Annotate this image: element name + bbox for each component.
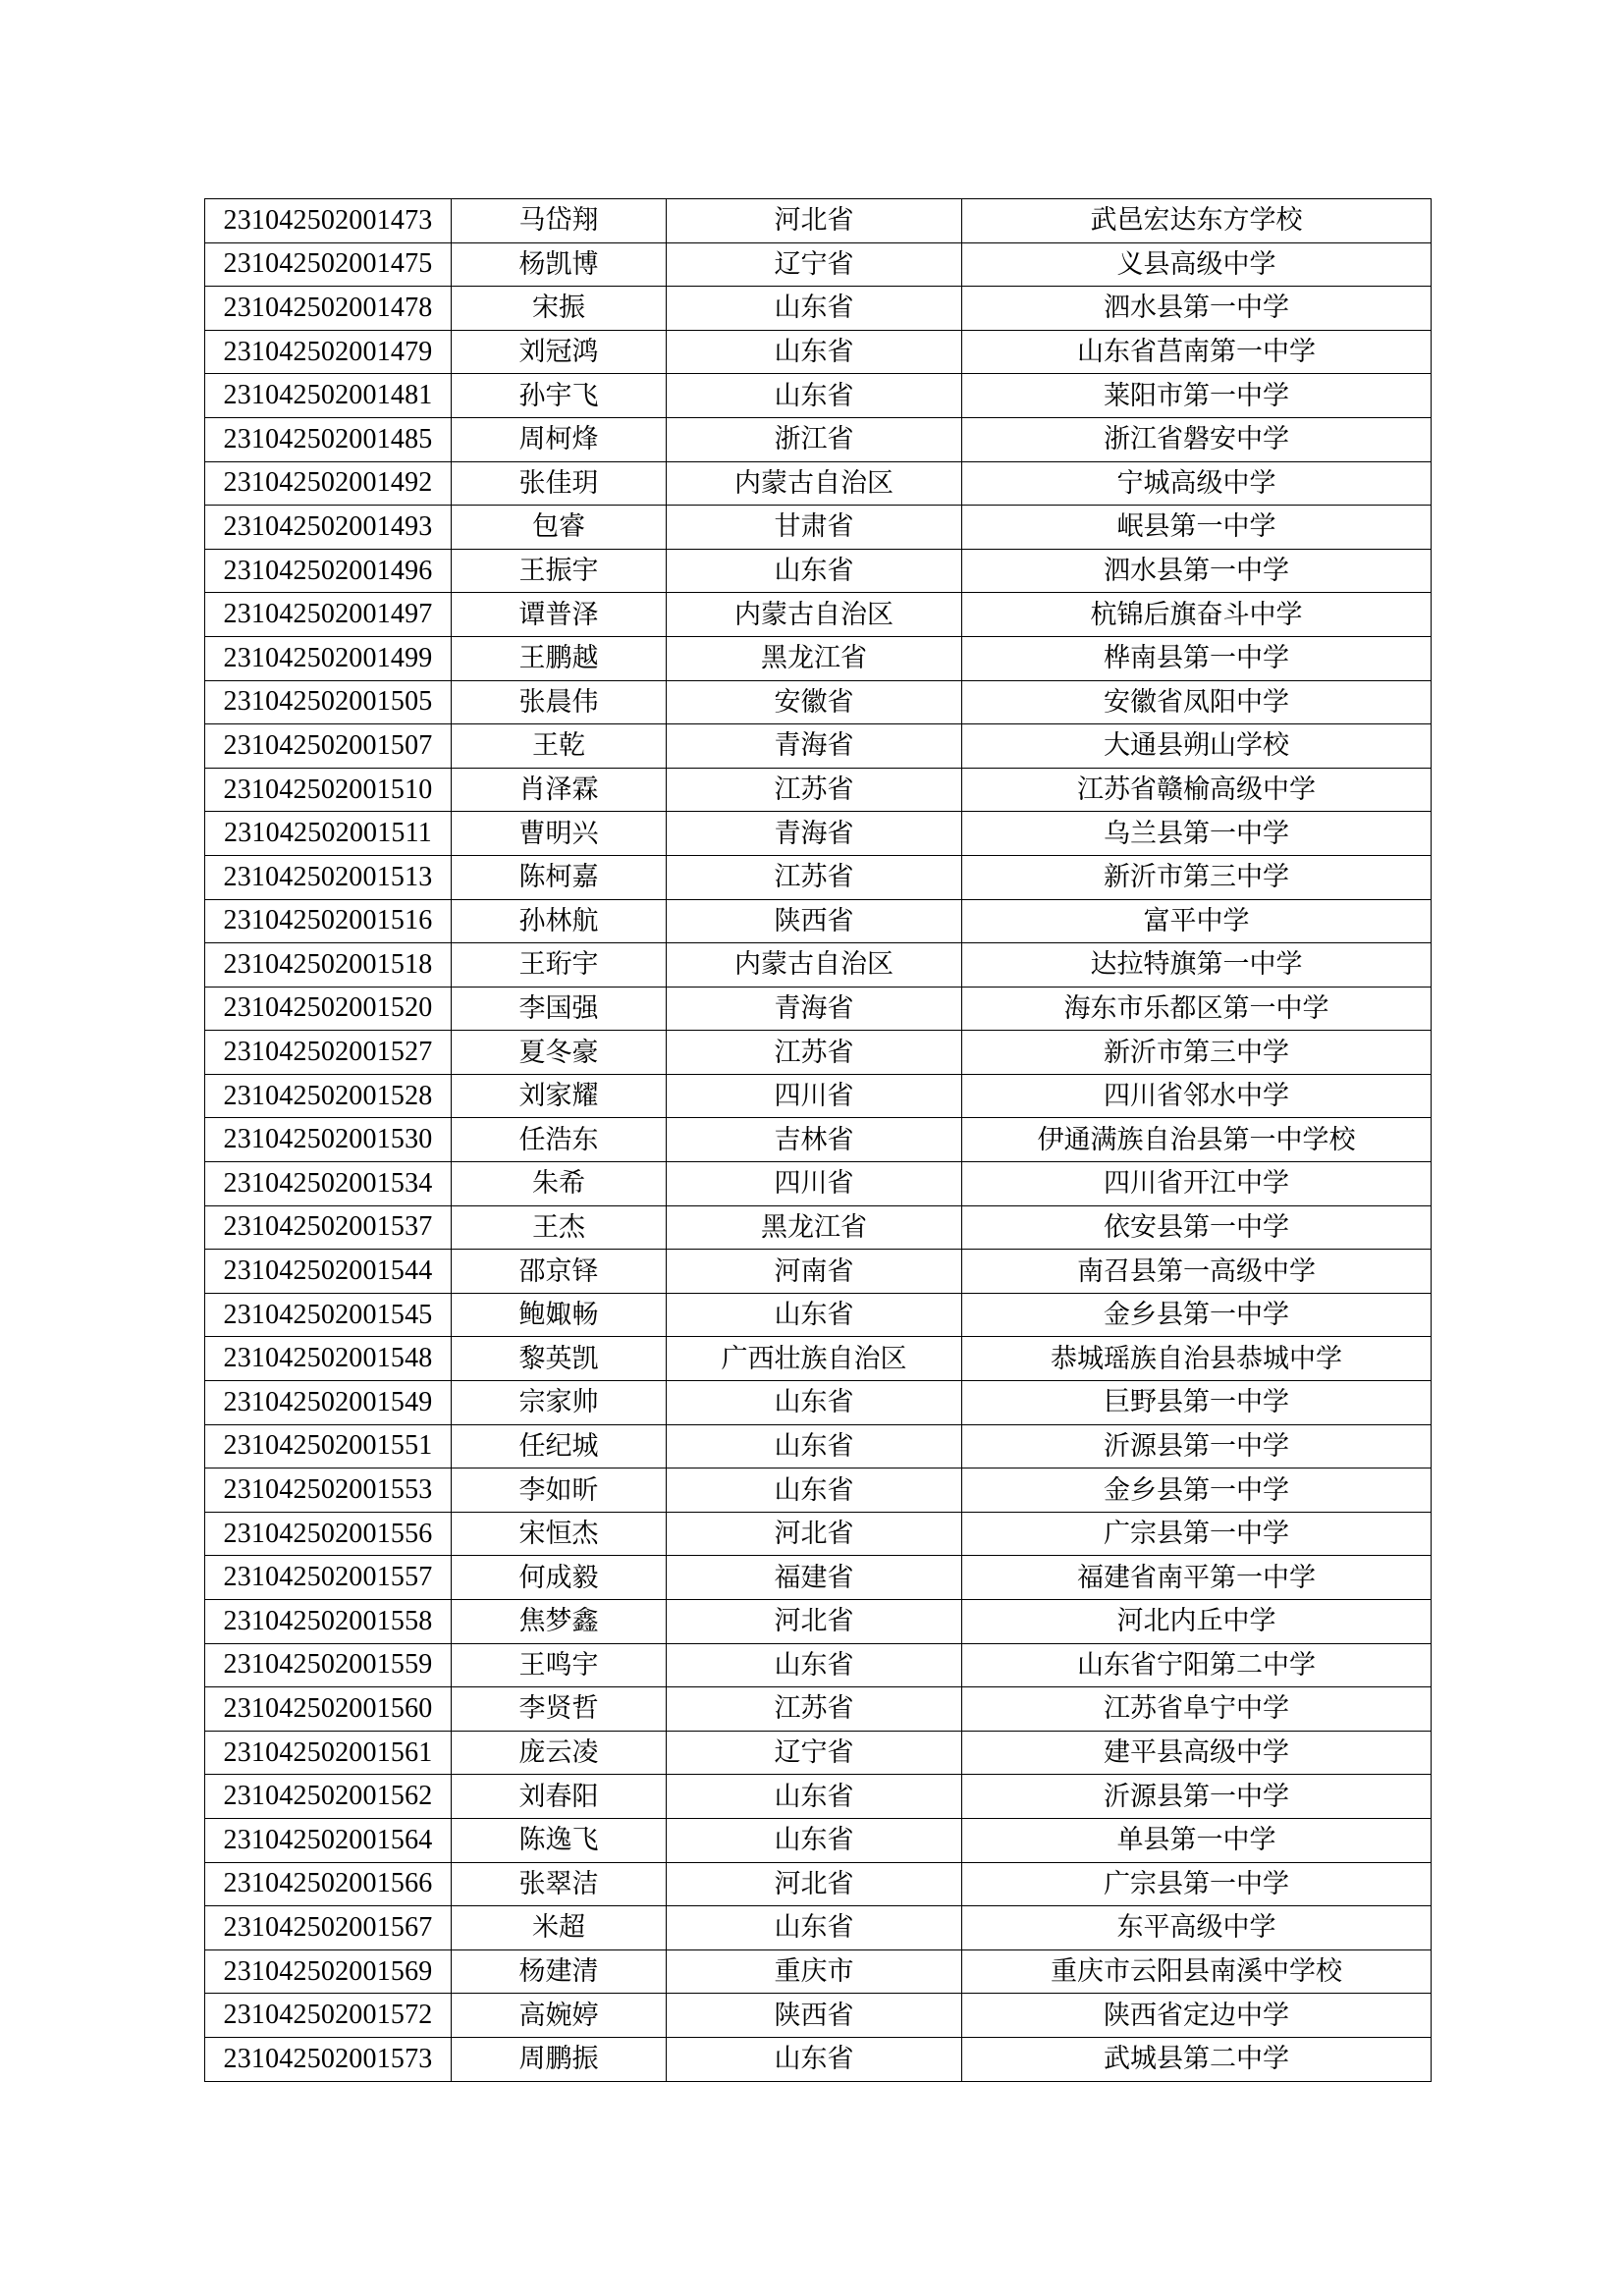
school-cell: 广宗县第一中学	[962, 1862, 1432, 1906]
province-cell: 江苏省	[667, 855, 962, 899]
student-name-cell: 任纪城	[452, 1424, 667, 1468]
table-row	[205, 943, 1432, 988]
student-name-cell: 周鹏振	[452, 2037, 667, 2081]
school-cell: 四川省开江中学	[962, 1162, 1432, 1206]
candidate-id-cell: 231042502001505	[205, 680, 452, 724]
candidate-id-cell: 231042502001520	[205, 987, 452, 1031]
candidate-id-cell: 231042502001566	[205, 1862, 452, 1906]
table-row	[205, 1556, 1432, 1600]
school-cell: 山东省莒南第一中学	[962, 330, 1432, 374]
student-name-cell: 肖泽霖	[452, 768, 667, 812]
school-cell: 桦南县第一中学	[962, 636, 1432, 680]
candidate-id-cell: 231042502001545	[205, 1293, 452, 1337]
province-cell: 四川省	[667, 1074, 962, 1118]
province-cell: 山东省	[667, 330, 962, 374]
province-cell: 河南省	[667, 1250, 962, 1294]
student-name-cell: 张晨伟	[452, 680, 667, 724]
school-cell: 沂源县第一中学	[962, 1775, 1432, 1819]
table-row	[205, 2037, 1432, 2081]
school-cell: 安徽省凤阳中学	[962, 680, 1432, 724]
student-name-cell: 李贤哲	[452, 1687, 667, 1732]
school-cell: 富平中学	[962, 899, 1432, 943]
school-cell: 义县高级中学	[962, 242, 1432, 287]
table-row	[205, 1687, 1432, 1732]
candidate-id-cell: 231042502001481	[205, 374, 452, 418]
candidate-id-cell: 231042502001544	[205, 1250, 452, 1294]
student-name-cell: 邵京铎	[452, 1250, 667, 1294]
table-row	[205, 593, 1432, 637]
school-cell: 新沂市第三中学	[962, 1031, 1432, 1075]
table-row	[205, 199, 1432, 243]
school-cell: 海东市乐都区第一中学	[962, 987, 1432, 1031]
table-row	[205, 549, 1432, 593]
student-name-cell: 李如昕	[452, 1468, 667, 1513]
candidate-id-cell: 231042502001558	[205, 1600, 452, 1644]
candidate-id-cell: 231042502001551	[205, 1424, 452, 1468]
candidate-id-cell: 231042502001478	[205, 287, 452, 331]
candidate-id-cell: 231042502001518	[205, 943, 452, 988]
candidate-id-cell: 231042502001473	[205, 199, 452, 243]
province-cell: 辽宁省	[667, 242, 962, 287]
province-cell: 山东省	[667, 287, 962, 331]
table-row	[205, 636, 1432, 680]
province-cell: 内蒙古自治区	[667, 943, 962, 988]
province-cell: 山东省	[667, 1381, 962, 1425]
school-cell: 泗水县第一中学	[962, 287, 1432, 331]
candidate-id-cell: 231042502001572	[205, 1994, 452, 2038]
province-cell: 陕西省	[667, 899, 962, 943]
province-cell: 重庆市	[667, 1949, 962, 1994]
province-cell: 青海省	[667, 987, 962, 1031]
candidate-id-cell: 231042502001527	[205, 1031, 452, 1075]
province-cell: 福建省	[667, 1556, 962, 1600]
table-row	[205, 1906, 1432, 1950]
table-row	[205, 680, 1432, 724]
student-name-cell: 杨建清	[452, 1949, 667, 1994]
school-cell: 武城县第二中学	[962, 2037, 1432, 2081]
student-name-cell: 焦梦鑫	[452, 1600, 667, 1644]
province-cell: 吉林省	[667, 1118, 962, 1162]
table-row	[205, 242, 1432, 287]
student-name-cell: 谭普泽	[452, 593, 667, 637]
school-cell: 福建省南平第一中学	[962, 1556, 1432, 1600]
student-name-cell: 张佳玥	[452, 461, 667, 506]
province-cell: 河北省	[667, 1600, 962, 1644]
student-name-cell: 刘家耀	[452, 1074, 667, 1118]
table-row	[205, 855, 1432, 899]
table-row	[205, 812, 1432, 856]
table-row	[205, 724, 1432, 769]
table-row	[205, 1818, 1432, 1862]
candidate-id-cell: 231042502001479	[205, 330, 452, 374]
student-name-cell: 曹明兴	[452, 812, 667, 856]
school-cell: 东平高级中学	[962, 1906, 1432, 1950]
student-name-cell: 黎英凯	[452, 1337, 667, 1381]
table-row	[205, 1468, 1432, 1513]
school-cell: 沂源县第一中学	[962, 1424, 1432, 1468]
student-name-cell: 宋恒杰	[452, 1512, 667, 1556]
candidate-id-cell: 231042502001493	[205, 506, 452, 550]
province-cell: 黑龙江省	[667, 636, 962, 680]
candidate-id-cell: 231042502001497	[205, 593, 452, 637]
school-cell: 单县第一中学	[962, 1818, 1432, 1862]
province-cell: 山东省	[667, 1424, 962, 1468]
province-cell: 浙江省	[667, 417, 962, 461]
school-cell: 江苏省阜宁中学	[962, 1687, 1432, 1732]
province-cell: 河北省	[667, 1512, 962, 1556]
student-name-cell: 陈柯嘉	[452, 855, 667, 899]
candidate-id-cell: 231042502001556	[205, 1512, 452, 1556]
table-row	[205, 1381, 1432, 1425]
school-cell: 江苏省赣榆高级中学	[962, 768, 1432, 812]
roster-body	[205, 199, 1432, 2082]
school-cell: 伊通满族自治县第一中学校	[962, 1118, 1432, 1162]
school-cell: 武邑宏达东方学校	[962, 199, 1432, 243]
student-name-cell: 杨凯博	[452, 242, 667, 287]
province-cell: 黑龙江省	[667, 1205, 962, 1250]
table-row	[205, 1424, 1432, 1468]
student-name-cell: 张翠洁	[452, 1862, 667, 1906]
province-cell: 江苏省	[667, 1031, 962, 1075]
student-name-cell: 夏冬豪	[452, 1031, 667, 1075]
province-cell: 山东省	[667, 1906, 962, 1950]
candidate-id-cell: 231042502001530	[205, 1118, 452, 1162]
province-cell: 山东省	[667, 1643, 962, 1687]
table-row	[205, 1862, 1432, 1906]
candidate-id-cell: 231042502001507	[205, 724, 452, 769]
province-cell: 江苏省	[667, 1687, 962, 1732]
student-name-cell: 王鸣宇	[452, 1643, 667, 1687]
school-cell: 建平县高级中学	[962, 1731, 1432, 1775]
school-cell: 广宗县第一中学	[962, 1512, 1432, 1556]
candidate-id-cell: 231042502001496	[205, 549, 452, 593]
province-cell: 四川省	[667, 1162, 962, 1206]
roster-table	[204, 198, 1432, 2082]
school-cell: 宁城高级中学	[962, 461, 1432, 506]
table-row	[205, 417, 1432, 461]
student-name-cell: 孙宇飞	[452, 374, 667, 418]
table-row	[205, 1775, 1432, 1819]
table-row	[205, 1118, 1432, 1162]
candidate-id-cell: 231042502001561	[205, 1731, 452, 1775]
student-name-cell: 庞云凌	[452, 1731, 667, 1775]
student-name-cell: 刘春阳	[452, 1775, 667, 1819]
table-row	[205, 330, 1432, 374]
candidate-id-cell: 231042502001569	[205, 1949, 452, 1994]
student-name-cell: 宗家帅	[452, 1381, 667, 1425]
table-row	[205, 506, 1432, 550]
student-name-cell: 米超	[452, 1906, 667, 1950]
province-cell: 山东省	[667, 2037, 962, 2081]
table-row	[205, 1205, 1432, 1250]
student-name-cell: 高婉婷	[452, 1994, 667, 2038]
candidate-id-cell: 231042502001557	[205, 1556, 452, 1600]
candidate-id-cell: 231042502001559	[205, 1643, 452, 1687]
school-cell: 乌兰县第一中学	[962, 812, 1432, 856]
table-row	[205, 1949, 1432, 1994]
province-cell: 山东省	[667, 1818, 962, 1862]
table-row	[205, 1031, 1432, 1075]
student-name-cell: 王振宇	[452, 549, 667, 593]
table-row	[205, 1643, 1432, 1687]
province-cell: 江苏省	[667, 768, 962, 812]
student-name-cell: 孙林航	[452, 899, 667, 943]
table-row	[205, 1337, 1432, 1381]
candidate-id-cell: 231042502001511	[205, 812, 452, 856]
school-cell: 金乡县第一中学	[962, 1468, 1432, 1513]
school-cell: 达拉特旗第一中学	[962, 943, 1432, 988]
table-row	[205, 287, 1432, 331]
student-name-cell: 王鹏越	[452, 636, 667, 680]
province-cell: 河北省	[667, 199, 962, 243]
candidate-id-cell: 231042502001549	[205, 1381, 452, 1425]
table-row	[205, 374, 1432, 418]
school-cell: 巨野县第一中学	[962, 1381, 1432, 1425]
school-cell: 杭锦后旗奋斗中学	[962, 593, 1432, 637]
table-row	[205, 461, 1432, 506]
student-name-cell: 李国强	[452, 987, 667, 1031]
school-cell: 南召县第一高级中学	[962, 1250, 1432, 1294]
table-row	[205, 1600, 1432, 1644]
province-cell: 山东省	[667, 1468, 962, 1513]
student-name-cell: 任浩东	[452, 1118, 667, 1162]
student-name-cell: 包睿	[452, 506, 667, 550]
student-name-cell: 王杰	[452, 1205, 667, 1250]
student-name-cell: 何成毅	[452, 1556, 667, 1600]
school-cell: 泗水县第一中学	[962, 549, 1432, 593]
student-name-cell: 马岱翔	[452, 199, 667, 243]
school-cell: 依安县第一中学	[962, 1205, 1432, 1250]
school-cell: 金乡县第一中学	[962, 1293, 1432, 1337]
province-cell: 辽宁省	[667, 1731, 962, 1775]
candidate-id-cell: 231042502001516	[205, 899, 452, 943]
table-row	[205, 1512, 1432, 1556]
student-name-cell: 鲍娵畅	[452, 1293, 667, 1337]
candidate-id-cell: 231042502001564	[205, 1818, 452, 1862]
table-row	[205, 1074, 1432, 1118]
province-cell: 山东省	[667, 549, 962, 593]
school-cell: 莱阳市第一中学	[962, 374, 1432, 418]
school-cell: 山东省宁阳第二中学	[962, 1643, 1432, 1687]
province-cell: 内蒙古自治区	[667, 593, 962, 637]
school-cell: 新沂市第三中学	[962, 855, 1432, 899]
table-row	[205, 1731, 1432, 1775]
table-row	[205, 768, 1432, 812]
table-row	[205, 1994, 1432, 2038]
table-row	[205, 1293, 1432, 1337]
candidate-id-cell: 231042502001573	[205, 2037, 452, 2081]
province-cell: 安徽省	[667, 680, 962, 724]
student-name-cell: 朱希	[452, 1162, 667, 1206]
table-row	[205, 1162, 1432, 1206]
student-name-cell: 刘冠鸿	[452, 330, 667, 374]
candidate-id-cell: 231042502001492	[205, 461, 452, 506]
student-name-cell: 周柯烽	[452, 417, 667, 461]
school-cell: 大通县朔山学校	[962, 724, 1432, 769]
school-cell: 陕西省定边中学	[962, 1994, 1432, 2038]
school-cell: 重庆市云阳县南溪中学校	[962, 1949, 1432, 1994]
student-name-cell: 宋振	[452, 287, 667, 331]
school-cell: 恭城瑶族自治县恭城中学	[962, 1337, 1432, 1381]
candidate-id-cell: 231042502001534	[205, 1162, 452, 1206]
candidate-id-cell: 231042502001510	[205, 768, 452, 812]
province-cell: 内蒙古自治区	[667, 461, 962, 506]
school-cell: 河北内丘中学	[962, 1600, 1432, 1644]
province-cell: 山东省	[667, 1775, 962, 1819]
candidate-id-cell: 231042502001528	[205, 1074, 452, 1118]
province-cell: 山东省	[667, 374, 962, 418]
province-cell: 青海省	[667, 724, 962, 769]
candidate-id-cell: 231042502001499	[205, 636, 452, 680]
province-cell: 河北省	[667, 1862, 962, 1906]
candidate-id-cell: 231042502001567	[205, 1906, 452, 1950]
province-cell: 陕西省	[667, 1994, 962, 2038]
table-row	[205, 899, 1432, 943]
candidate-id-cell: 231042502001485	[205, 417, 452, 461]
province-cell: 青海省	[667, 812, 962, 856]
province-cell: 广西壮族自治区	[667, 1337, 962, 1381]
province-cell: 甘肃省	[667, 506, 962, 550]
candidate-id-cell: 231042502001513	[205, 855, 452, 899]
school-cell: 浙江省磐安中学	[962, 417, 1432, 461]
table-row	[205, 987, 1432, 1031]
student-name-cell: 王乾	[452, 724, 667, 769]
candidate-id-cell: 231042502001475	[205, 242, 452, 287]
candidate-id-cell: 231042502001548	[205, 1337, 452, 1381]
candidate-id-cell: 231042502001537	[205, 1205, 452, 1250]
candidate-id-cell: 231042502001553	[205, 1468, 452, 1513]
candidate-id-cell: 231042502001560	[205, 1687, 452, 1732]
table-row	[205, 1250, 1432, 1294]
student-name-cell: 陈逸飞	[452, 1818, 667, 1862]
school-cell: 岷县第一中学	[962, 506, 1432, 550]
student-name-cell: 王珩宇	[452, 943, 667, 988]
candidate-id-cell: 231042502001562	[205, 1775, 452, 1819]
school-cell: 四川省邻水中学	[962, 1074, 1432, 1118]
province-cell: 山东省	[667, 1293, 962, 1337]
